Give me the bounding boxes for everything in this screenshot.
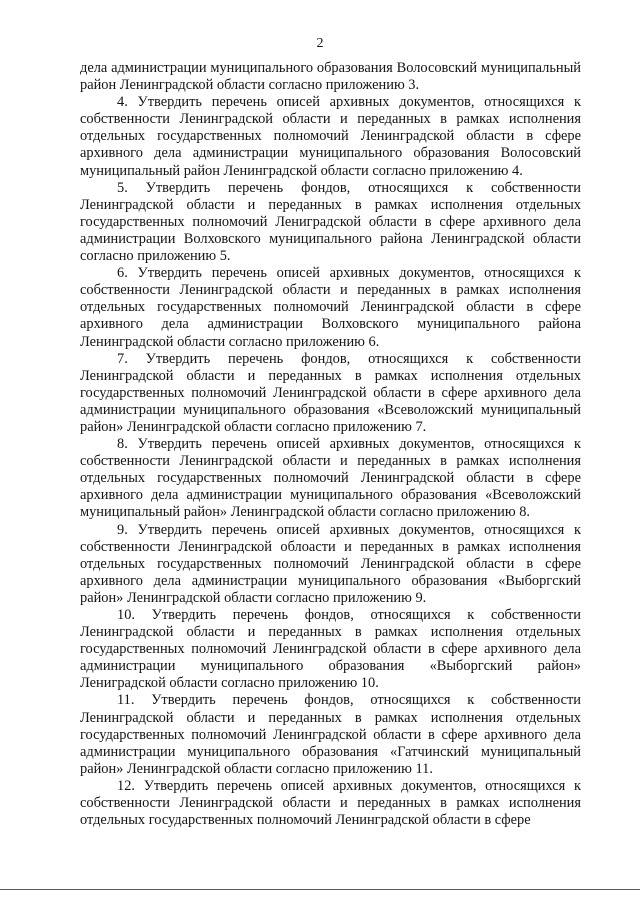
paragraph-item-5: 5. Утвердить перечень фондов, относящихся к собственности Ленинградской области и переданных в рамках исполнения отдельных государственных полномочий Лениградской области в сфере архивного дела администрации Волховского муниципального района Ленинградской области согласно приложению 5. bbox=[80, 179, 581, 265]
paragraph-item-6: 6. Утвердить перечень описей архивных документов, относящихся к собственности Ленинградской области и переданных в рамках исполнения отдельных государственных полномочий Ленинградской области в сфере архивного дела администрации Волховского муниципального района Ленинградской области согласно приложению 6. bbox=[80, 265, 581, 350]
paragraph-item-11: 11. Утвердить перечень фондов, относящихся к собственности Ленинградской области и переданных в рамках исполнения отдельных государственных полномочий Ленинградской области в сфере архивного дела администрации муниципального образования «Гатчинский муниципальный район» Ленинградской области согласно приложению 11. bbox=[80, 692, 581, 777]
document-body bbox=[80, 60, 581, 829]
paragraph-item-8: 8. Утвердить перечень описей архивных документов, относящихся к собственности Ленинградской области и переданных в рамках исполнения отдельных государственных полномочий Ленинградской области в сфере архивного дела администрации муниципального образования «Всеволожский муниципальный район» Ленинградской области согласно приложению 8. bbox=[80, 436, 581, 521]
paragraph-item-9: 9. Утвердить перечень описей архивных документов, относящихся к собственности Ленинградской облоасти и переданных в рамках исполнения отдельных государственных полномочий Ленинградской области в сфере архивного дела администрации муниципального образования «Выборгский район» Ленинградской области согласно приложению 9. bbox=[80, 521, 581, 606]
paragraph-item-4: 4. Утвердить перечень описей архивных документов, относящихся к собственности Ленинградской области и переданных в рамках исполнения отдельных государственных полномочий Ленинградской области в сфере архивного дела администрации муниципального образования Волосовский муниципальный район Ленинградской области согласно приложению 4. bbox=[80, 94, 581, 179]
paragraph-item-7: 7. Утвердить перечень фондов, относящихся к собственности Ленинградской области и переданных в рамках исполнения отдельных государственных полномочий Ленинградской области в сфере архивного дела администрации муниципального образования «Всеволожский муниципальный район» Ленинградской области согласно приложению 7. bbox=[80, 350, 581, 435]
page-bottom-rule bbox=[0, 889, 640, 890]
paragraph-item-12: 12. Утвердить перечень описей архивных документов, относящихся к собственности Ленинградской области и переданных в рамках исполнения отдельных государственных полномочий Ленинградской области в сфере bbox=[80, 777, 581, 829]
paragraph-item-10: 10. Утвердить перечень фондов, относящихся к собственности Ленинградской области и переданных в рамках исполнения отдельных государственных полномочий Ленинградской области в сфере архивного дела администрации муниципального образования «Выборгский район» Лениградской области согласно приложению 10. bbox=[80, 607, 581, 692]
page-number: 2 bbox=[316, 36, 324, 51]
paragraph-continuation: дела администрации муниципального образования Волосовский муниципальный район Ленинградской области согласно приложению 3. bbox=[80, 60, 581, 94]
